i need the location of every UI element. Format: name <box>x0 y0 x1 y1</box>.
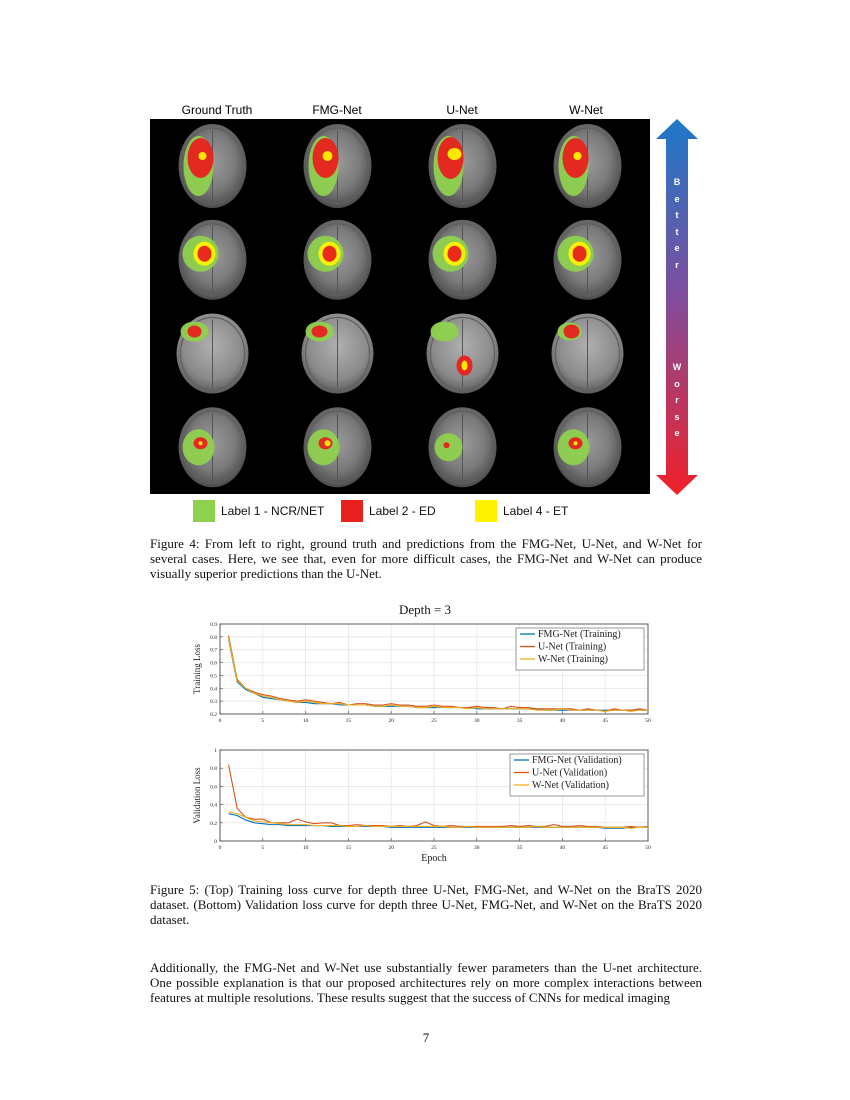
x-tick-label: 35 <box>516 845 523 851</box>
x-tick-label: 10 <box>302 845 309 851</box>
brain-slice <box>554 407 622 487</box>
brain-slice <box>554 220 622 300</box>
arrow-letter: W <box>672 362 682 372</box>
column-header-u-net: U-Net <box>446 103 478 117</box>
x-tick-label: 20 <box>388 718 394 724</box>
x-tick-label: 0 <box>218 718 222 724</box>
x-tick-label: 35 <box>516 718 523 724</box>
y-tick-label: 0.6 <box>210 784 217 791</box>
y-tick-label: 0 <box>214 839 217 845</box>
brain-slice <box>179 220 247 300</box>
legend-swatch-green <box>193 500 215 522</box>
brain-slice <box>304 220 372 300</box>
y-tick-label: 0.6 <box>210 660 217 667</box>
x-tick-label: 30 <box>474 718 480 724</box>
training-loss-chart <box>190 618 660 730</box>
brain-slice <box>179 124 247 208</box>
y-tick-label: 0.3 <box>210 699 217 706</box>
x-tick-label: 0 <box>218 845 222 851</box>
y-tick-label: 0.4 <box>210 686 217 693</box>
x-tick-label: 50 <box>645 845 651 851</box>
legend-entry: W-Net (Validation) <box>532 780 609 791</box>
y-tick-label: 0.4 <box>210 802 217 809</box>
arrow-letter: t <box>675 226 679 237</box>
x-axis-label: Epoch <box>421 853 447 864</box>
x-tick-label: 30 <box>474 845 480 851</box>
legend-entry: U-Net (Validation) <box>532 767 608 779</box>
legend-label: Label 1 - NCR/NET <box>221 504 325 518</box>
brain-mri-image <box>150 119 650 494</box>
y-tick-label: 0.8 <box>210 766 217 773</box>
better-worse-arrow <box>656 119 698 495</box>
brain-slice <box>429 124 497 208</box>
arrow-letter: r <box>675 259 679 270</box>
brain-slice <box>429 407 497 487</box>
x-tick-label: 5 <box>261 718 265 724</box>
brain-slice <box>552 314 624 394</box>
x-tick-label: 15 <box>345 845 352 851</box>
column-header-fmg-net: FMG-Net <box>312 103 362 117</box>
legend-entry: W-Net (Training) <box>538 654 608 665</box>
y-axis-label: Validation Loss <box>192 767 202 824</box>
legend-swatch-red <box>341 500 363 522</box>
y-axis-label: Training Loss <box>192 644 202 694</box>
y-tick-label: 1 <box>214 748 217 754</box>
brain-slice <box>304 124 372 208</box>
arrow-letter: s <box>674 411 680 422</box>
y-tick-label: 0.2 <box>210 712 217 718</box>
x-tick-label: 20 <box>388 845 394 851</box>
arrow-letter: e <box>674 243 680 253</box>
chart-legend <box>516 628 644 670</box>
body-paragraph: Additionally, the FMG-Net and W-Net use substantially fewer parameters than the U-net architecture. One possible explanation is that our proposed architectures rely on more complex interactions between features at multiple resolutions. These results suggest that the success of CNNs for medical imaging <box>150 960 702 1005</box>
brain-slice <box>177 314 249 394</box>
arrow-letter: e <box>674 193 680 204</box>
legend-label: Label 2 - ED <box>369 504 436 518</box>
legend-entry: U-Net (Training) <box>538 641 607 653</box>
chart-title: Depth = 3 <box>398 602 452 617</box>
arrow-letter: t <box>675 210 679 220</box>
arrow-letter: o <box>674 378 680 389</box>
x-tick-label: 10 <box>302 718 309 724</box>
arrow-letter: B <box>673 177 681 187</box>
column-header-ground-truth: Ground Truth <box>181 103 253 117</box>
x-tick-label: 5 <box>261 845 265 851</box>
arrow-letter: r <box>675 395 679 405</box>
brain-slice <box>304 407 372 487</box>
y-tick-label: 0.9 <box>210 622 217 628</box>
x-tick-label: 45 <box>602 718 608 724</box>
y-tick-label: 0.8 <box>210 634 217 641</box>
x-tick-label: 40 <box>559 845 566 851</box>
legend-swatch-yellow <box>475 500 497 522</box>
arrow-letter: e <box>674 428 680 438</box>
brain-slice <box>179 407 247 487</box>
figure-5-caption: Figure 5: (Top) Training loss curve for depth three U-Net, FMG-Net, and W-Net on the BraTS 2020 dataset. (Bottom) Validation loss curve for depth three U-Net, FMG-Net, and W-Net on the BraTS 2020 dataset. <box>150 882 702 927</box>
legend-entry: FMG-Net (Training) <box>538 629 621 640</box>
chart-legend <box>510 754 644 796</box>
page-number: 7 <box>422 1030 430 1045</box>
validation-loss-chart <box>190 744 660 866</box>
brain-slice <box>429 220 497 300</box>
segmentation-legend <box>0 500 850 522</box>
x-tick-label: 15 <box>345 718 352 724</box>
x-tick-label: 50 <box>645 718 651 724</box>
x-tick-label: 25 <box>431 718 437 724</box>
x-tick-label: 25 <box>431 845 437 851</box>
x-tick-label: 45 <box>602 845 608 851</box>
brain-slice <box>302 314 374 394</box>
figure-4-caption: Figure 4: From left to right, ground truth and predictions from the FMG-Net, U-Net, and W-Net for several cases. Here, we see that, even for more difficult cases, the FMG-Net and W-Net can produce visually superior predictions than the U-Net. <box>150 536 702 581</box>
brain-slice <box>554 124 622 208</box>
brain-slice <box>427 314 499 394</box>
y-tick-label: 0.5 <box>210 673 217 680</box>
legend-label: Label 4 - ET <box>503 504 569 518</box>
y-tick-label: 0.2 <box>210 820 217 827</box>
x-tick-label: 40 <box>559 718 566 724</box>
legend-entry: FMG-Net (Validation) <box>532 755 622 766</box>
column-header-w-net: W-Net <box>569 103 603 117</box>
gradient-double-arrow-icon <box>656 119 698 495</box>
y-tick-label: 0.7 <box>210 647 217 654</box>
brain-mri-grid <box>150 119 650 494</box>
